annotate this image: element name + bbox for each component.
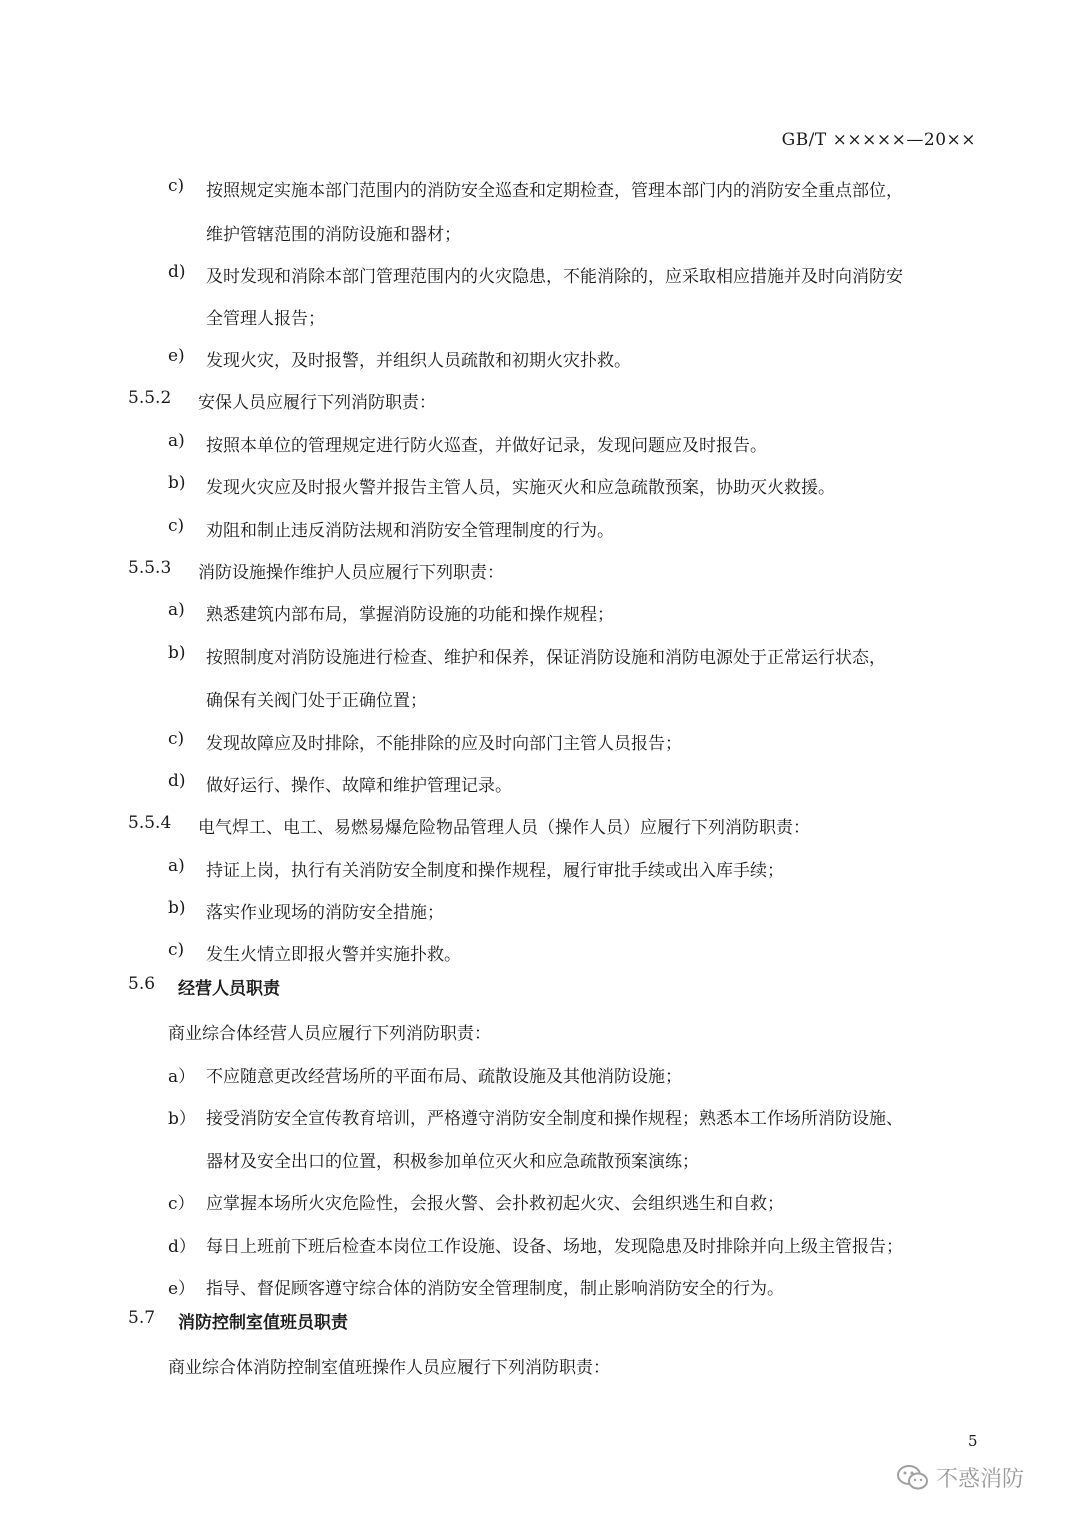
section-title: 消防控制室值班员职责 [178,1313,348,1333]
item-text: 落实作业现场的消防安全措施； [206,903,444,923]
section-number: 5.6 [128,974,156,994]
section-title: 安保人员应履行下列消防职责： [198,393,436,413]
section-intro: 商业综合体经营人员应履行下列消防职责： [168,1024,491,1044]
item-marker: c） [168,1194,195,1214]
item-text: 熟悉建筑内部布局，掌握消防设施的功能和操作规程； [206,605,614,625]
item-text: 发现火灾应及时报火警并报告主管人员，实施灭火和应急疏散预案，协助灭火救援。 [206,478,835,498]
item-marker: b) [168,473,186,493]
item-marker: a) [168,431,185,451]
item-text-cont: 确保有关阀门处于正确位置； [206,691,427,711]
watermark [896,1462,1024,1493]
item-text: 发现故障应及时排除，不能排除的应及时向部门主管人员报告； [206,734,682,754]
item-marker: c) [168,516,185,536]
item-text: 及时发现和消除本部门管理范围内的火灾隐患，不能消除的，应采取相应措施并及时向消防安 [206,267,903,287]
item-text: 每日上班前下班后检查本岗位工作设施、设备、场地，发现隐患及时排除并向上级主管报告； [206,1237,903,1257]
item-marker: d) [168,771,186,791]
item-text: 按照规定实施本部门范围内的消防安全巡查和定期检查，管理本部门内的消防安全重点部位， [206,181,903,201]
wechat-icon [896,1464,930,1492]
item-marker: a) [168,600,185,620]
item-text: 按照制度对消防设施进行检查、维护和保养，保证消防设施和消防电源处于正常运行状态， [206,648,886,668]
item-marker: c) [168,729,185,749]
item-text: 指导、督促顾客遵守综合体的消防安全管理制度，制止影响消防安全的行为。 [206,1279,784,1299]
section-title: 电气焊工、电工、易燃易爆危险物品管理人员（操作人员）应履行下列消防职责： [198,818,810,838]
item-text: 劝阻和制止违反消防法规和消防安全管理制度的行为。 [206,521,614,541]
item-marker: c) [168,176,185,196]
section-intro: 商业综合体消防控制室值班操作人员应履行下列消防职责： [168,1358,610,1378]
section-number: 5.5.2 [128,388,172,408]
section-number: 5.5.3 [128,558,172,578]
item-text-cont: 器材及安全出口的位置，积极参加单位灭火和应急疏散预案演练； [206,1152,699,1172]
item-text: 不应随意更改经营场所的平面布局、疏散设施及其他消防设施； [206,1067,682,1087]
item-text: 做好运行、操作、故障和维护管理记录。 [206,776,512,796]
item-text: 应掌握本场所火灾危险性，会报火警、会扑救初起火灾、会组织逃生和自救； [206,1194,784,1214]
item-marker: e） [168,1279,196,1299]
section-number: 5.7 [128,1308,156,1328]
item-text: 发现火灾，及时报警，并组织人员疏散和初期火灾扑救。 [206,351,631,371]
item-text-cont: 维护管辖范围的消防设施和器材； [206,225,461,245]
item-marker: a) [168,856,185,876]
item-marker: d） [168,1237,196,1257]
item-text: 持证上岗，执行有关消防安全制度和操作规程，履行审批手续或出入库手续； [206,861,784,881]
item-text: 按照本单位的管理规定进行防火巡查，并做好记录，发现问题应及时报告。 [206,436,767,456]
watermark-text: 不惑消防 [936,1467,1025,1492]
item-marker: e) [168,346,185,366]
item-marker: b) [168,643,186,663]
page-number: 5 [968,1432,978,1450]
item-marker: b） [168,1109,196,1129]
item-text: 接受消防安全宣传教育培训，严格遵守消防安全制度和操作规程；熟悉本工作场所消防设施、 [206,1109,903,1129]
item-text: 发生火情立即报火警并实施扑救。 [206,945,461,965]
item-marker: c) [168,940,185,960]
doc-header: GB/T ×××××—20×× [781,130,976,150]
item-text-cont: 全管理人报告； [206,309,325,329]
section-title: 经营人员职责 [178,979,280,999]
section-title: 消防设施操作维护人员应履行下列职责： [198,563,504,583]
item-marker: a） [168,1067,196,1087]
item-marker: b) [168,898,186,918]
item-marker: d) [168,262,186,282]
section-number: 5.5.4 [128,813,172,833]
